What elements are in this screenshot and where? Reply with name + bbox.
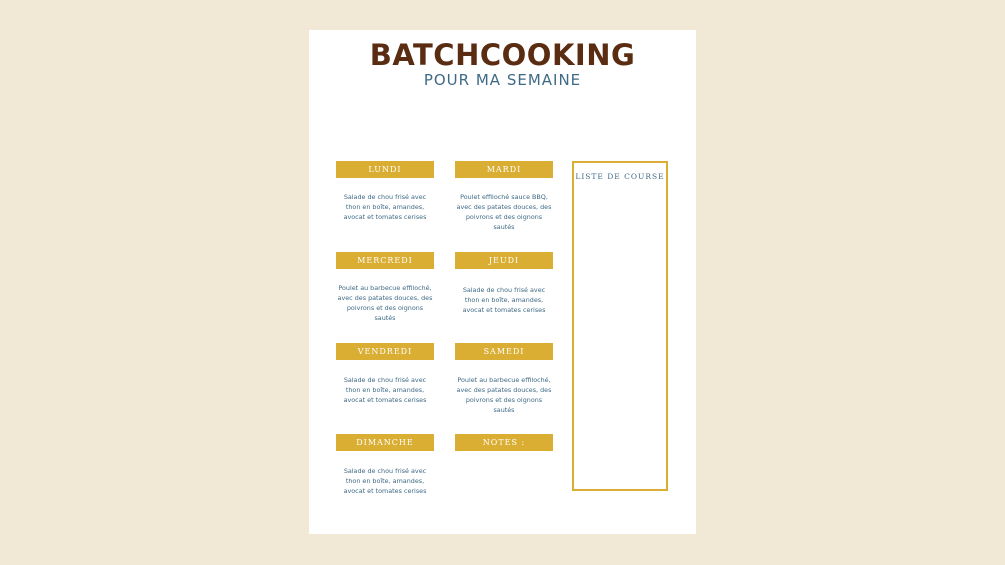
day-header-mercredi: MERCREDI	[336, 252, 434, 269]
meal-planner-page	[309, 30, 696, 534]
day-header-lundi: LUNDI	[336, 161, 434, 178]
shopping-list-box	[572, 161, 668, 491]
day-header-jeudi: JEUDI	[455, 252, 553, 269]
day-header-samedi: SAMEDI	[455, 343, 553, 360]
notes-header: NOTES :	[455, 434, 553, 451]
day-meal-samedi: Poulet au barbecue effiloché, avec des patates douces, des poivrons et des oignons sautés	[456, 376, 552, 414]
page-title: BATCHCOOKING	[369, 38, 636, 72]
day-meal-vendredi: Salade de chou frisé avec thon en boîte, amandes, avocat et tomates cerises	[343, 376, 427, 404]
day-header-dimanche: DIMANCHE	[336, 434, 434, 451]
page-subtitle: POUR MA SEMAINE	[423, 71, 582, 89]
day-header-vendredi: VENDREDI	[336, 343, 434, 360]
day-meal-dimanche: Salade de chou frisé avec thon en boîte, amandes, avocat et tomates cerises	[343, 467, 427, 495]
shopping-list-label: LISTE DE COURSE	[575, 172, 665, 181]
day-meal-mercredi: Poulet au barbecue effiloché, avec des patates douces, des poivrons et des oignons sautés	[337, 284, 433, 322]
day-meal-mardi: Poulet effiloché sauce BBQ, avec des patates douces, des poivrons et des oignons sautés	[456, 193, 552, 231]
day-header-mardi: MARDI	[455, 161, 553, 178]
day-meal-jeudi: Salade de chou frisé avec thon en boîte, amandes, avocat et tomates cerises	[462, 286, 546, 314]
day-meal-lundi: Salade de chou frisé avec thon en boîte, amandes, avocat et tomates cerises	[343, 193, 427, 221]
